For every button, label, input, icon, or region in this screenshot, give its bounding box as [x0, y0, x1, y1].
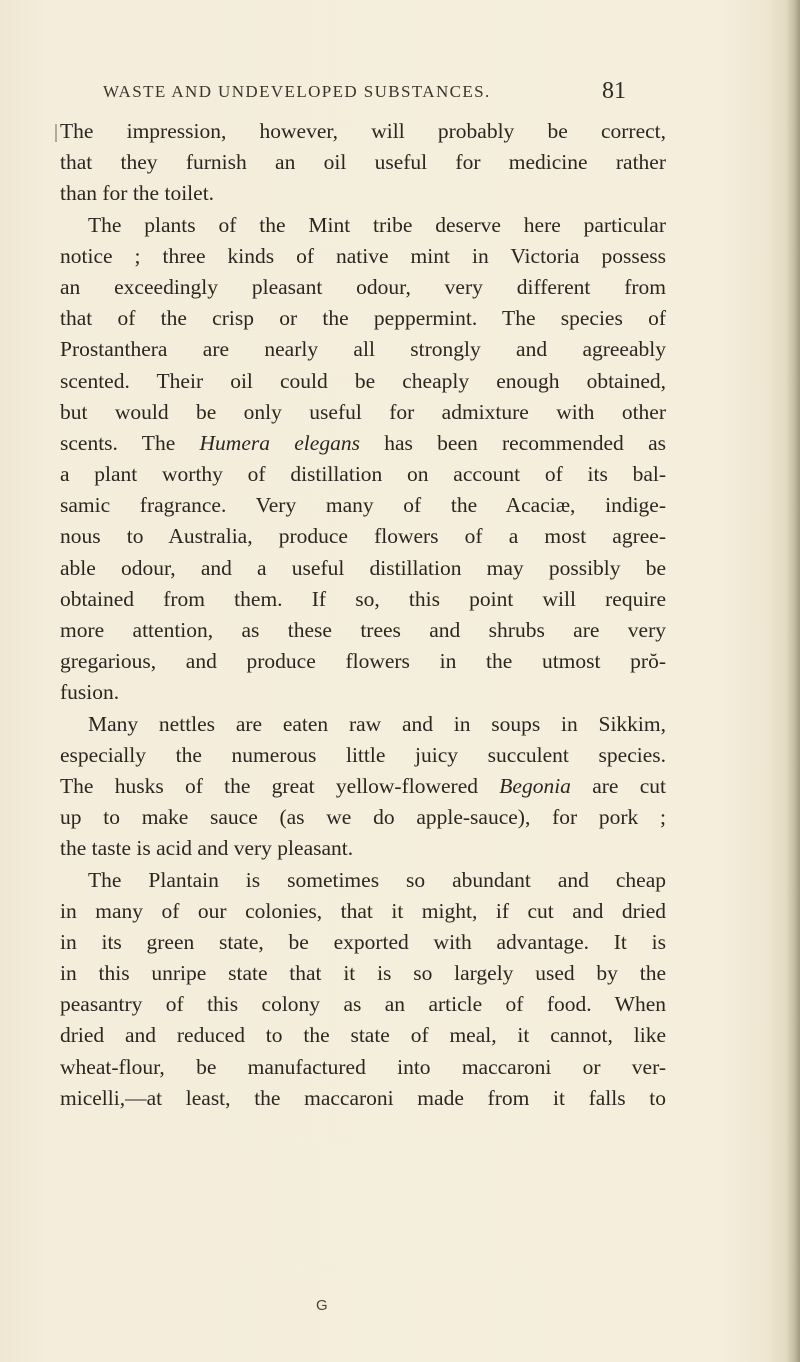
text-line: in its green state, be exported with advantage. It is [60, 929, 666, 954]
signature-mark: G [316, 1297, 328, 1314]
text-line: in many of our colonies, that it might, if cut and dried [60, 898, 666, 923]
text-line: a plant worthy of distillation on account of its bal- [60, 462, 666, 487]
text-line: Prostanthera are nearly all strongly and agreeably [60, 337, 666, 362]
italic-genus-name: Begonia [499, 773, 571, 798]
text-line: but would be only useful for admixture with other [60, 399, 666, 424]
page-gutter-shadow [786, 0, 800, 1362]
text-line: nous to Australia, produce flowers of a most agree- [60, 524, 666, 549]
text-line: scented. Their oil could be cheaply enough obtained, [60, 368, 666, 393]
text-line: obtained from them. If so, this point will require [60, 586, 666, 611]
text-line: gregarious, and produce flowers in the utmost prŏ- [60, 649, 666, 674]
text-line: peasantry of this colony as an article of food. When [60, 992, 666, 1017]
text-line: more attention, as these trees and shrubs are very [60, 618, 666, 642]
body-text [60, 116, 666, 1114]
text-line: notice ; three kinds of native mint in Victoria possess [60, 243, 666, 268]
text-line: able odour, and a useful distillation may possibly be [60, 555, 666, 580]
text-line: up to make sauce (as we do apple-sauce), for pork ; [60, 805, 666, 830]
text-line: The Plantain is sometimes so abundant and cheap [88, 867, 666, 892]
text-line: the taste is acid and very pleasant. [60, 836, 354, 861]
text-line: fusion. [60, 680, 120, 705]
text-line: samic fragrance. Very many of the Acaciæ, indige- [60, 493, 666, 518]
text-line: scents. The Humera elegans has been recommended as [60, 430, 666, 455]
text-line: that they furnish an oil useful for medicine rather [60, 150, 666, 175]
page-number: 81 [602, 78, 626, 104]
text-line: than for the toilet. [60, 181, 215, 206]
text-line: The impression, however, will probably be correct, [60, 119, 666, 143]
text-line: dried and reduced to the state of meal, it cannot, like [60, 1023, 666, 1048]
text-line: that of the crisp or the peppermint. The species of [60, 306, 666, 331]
text-line: The husks of the great yellow-flowered Begonia are cut [60, 773, 666, 798]
running-head [60, 78, 640, 108]
text-line: The plants of the Mint tribe deserve here particular [88, 212, 666, 237]
margin-mark [55, 124, 57, 142]
text-line: in this unripe state that it is so largely used by the [60, 961, 666, 986]
text-line: an exceedingly pleasant odour, very different from [60, 274, 666, 299]
italic-species-name: Humera elegans [199, 430, 360, 455]
text-line: micelli,—at least, the maccaroni made from it falls to [60, 1085, 666, 1110]
running-head-title: WASTE AND UNDEVELOPED SUBSTANCES. [103, 82, 491, 101]
text-line: especially the numerous little juicy succulent species. [60, 742, 666, 767]
text-line: Many nettles are eaten raw and in soups in Sikkim, [88, 711, 666, 736]
text-line: wheat-flour, be manufactured into maccaroni or ver- [60, 1054, 666, 1079]
